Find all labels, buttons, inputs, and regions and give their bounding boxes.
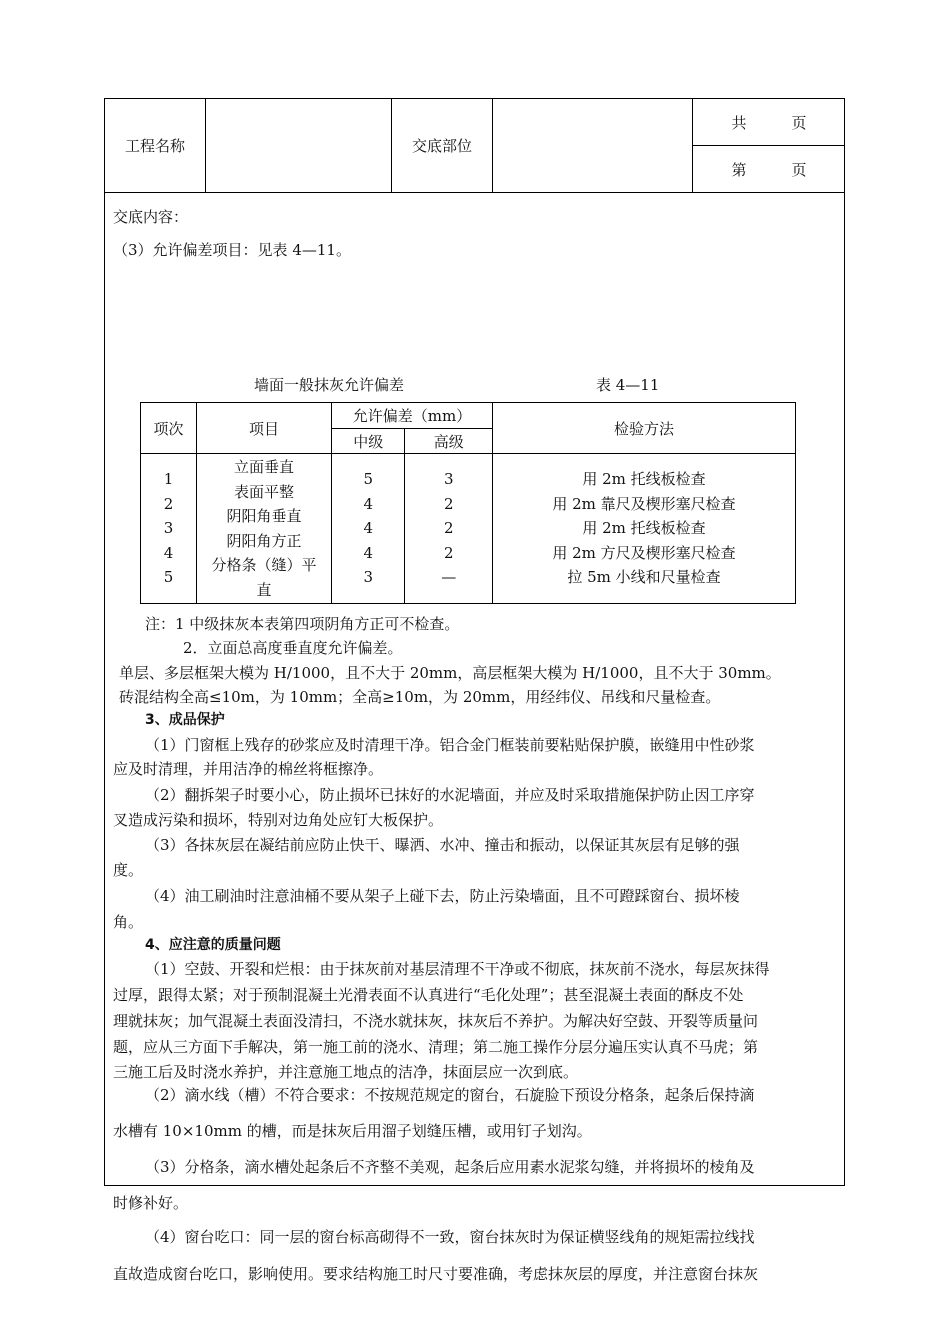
sec4-line: 时修补好。 (113, 1194, 189, 1212)
sec3-line: （2）翻拆架子时要小心，防止损坏已抹好的水泥墙面，并应及时采取措施保护防止因工序穿 (145, 786, 755, 804)
section4-title: 4、应注意的质量问题 (145, 937, 281, 953)
row-item: 立面垂直 (233, 458, 294, 476)
row-no: 3 (163, 519, 174, 538)
col-no: 项次 (141, 403, 197, 454)
sec3-line: （4）油工刷油时注意油桶不要从架子上碰下去，防止污染墙面，且不可蹬踩窗台、损坏棱 (145, 887, 740, 905)
row-item: 表面平整 (233, 482, 294, 501)
item3-title: （3）允许偏差项目：见表 4—11。 (113, 241, 351, 259)
row-high: 2 (443, 519, 454, 538)
row-mid: 3 (363, 568, 373, 587)
row-method: 用 2m 托线板检查 (582, 519, 706, 538)
sec4-line: 过厚，跟得太紧；对于预制混凝土光滑表面不认真进行“毛化处理”；甚至混凝土表面的酥皮不处 (113, 986, 744, 1004)
sec4-line: 直故造成窗台吃口，影响使用。要求结构施工时尺寸要准确，考虑抹灰层的厚度，并注意窗台抹灰 (113, 1265, 759, 1283)
row-mid: 5 (363, 470, 373, 489)
row-high: 3 (443, 470, 454, 489)
sec4-line: 题，应从三方面下手解决，第一施工前的浇水、清理；第二施工操作分层分遍压实认真不马虎；第 (113, 1038, 759, 1056)
row-high: — (441, 568, 457, 587)
total-pages (693, 99, 845, 146)
sec4-line: （4）窗台吃口：同一层的窗台标高砌得不一致，窗台抹灰时为保证横竖线角的规矩需拉线找 (145, 1228, 755, 1246)
sec4-line: （3）分格条，滴水槽处起条后不齐整不美观，起条后应用素水泥浆勾缝，并将损坏的棱角及 (145, 1158, 755, 1176)
sec4-line: 水槽有 10×10mm 的槽，而是抹灰后用溜子划缝压槽，或用钉子划沟。 (113, 1122, 592, 1140)
sec3-line: （1）门窗框上残存的砂浆应及时清理干净。铝合金门框装前要粘贴保护膜，嵌缝用中性砂浆 (145, 736, 755, 754)
col-mid: 中级 (332, 429, 405, 454)
location-label: 交底部位 (411, 137, 472, 155)
row-mid: 4 (363, 543, 373, 562)
sec4-line: （1）空鼓、开裂和烂根：由于抹灰前对基层清理不干净或不彻底，抹灰前不浇水，每层灰抹得 (145, 960, 770, 978)
row-item: 阴阳角垂直 (226, 507, 302, 525)
sec3-line: 应及时清理，并用洁净的棉丝将框擦净。 (113, 760, 384, 778)
col-high: 高级 (405, 429, 493, 454)
note-line: 单层、多层框架大模为 H/1000，且不大于 20mm，高层框架大模为 H/1000，且不大于 30mm。 (119, 664, 781, 682)
location-value[interactable] (493, 99, 692, 192)
sec4-line: 三施工后及时浇水养护，并注意施工地点的洁净，抹面层应一次到底。 (113, 1063, 579, 1081)
row-item: 阴阳角方正 (226, 531, 302, 550)
sec3-line: 叉造成污染和损坏，特别对边角处应钉大板保护。 (113, 811, 444, 829)
note-line: 注：1 中级抹灰本表第四项阴角方正可不检查。 (145, 615, 460, 633)
form-header (105, 99, 844, 193)
project-name-value[interactable] (206, 99, 391, 192)
table-caption: 墙面一般抹灰允许偏差 (254, 376, 405, 394)
row-method: 用 2m 方尺及楔形塞尺检查 (552, 543, 736, 562)
sec3-line: 角。 (113, 913, 144, 931)
row-high: 2 (443, 494, 454, 513)
content-label: 交底内容： (113, 208, 189, 226)
sec3-line: （3）各抹灰层在凝结前应防止快干、曝洒、水冲、撞击和振动，以保证其灰层有足够的强 (145, 836, 740, 854)
row-method: 用 2m 靠尺及楔形塞尺检查 (552, 494, 736, 513)
col-item: 项目 (197, 403, 332, 454)
row-items (197, 454, 332, 604)
section3-title: 3、成品保护 (145, 712, 225, 728)
row-methods (493, 454, 796, 604)
row-no: 2 (163, 494, 174, 513)
col-method: 检验方法 (493, 403, 796, 454)
row-high: 2 (443, 543, 454, 562)
row-no: 4 (163, 543, 174, 562)
table-number: 表 4—11 (596, 376, 660, 394)
page-number (693, 146, 845, 192)
row-no: 1 (163, 470, 174, 489)
sec4-line: 理就抹灰；加气混凝土表面没清扫，不浇水就抹灰，抹灰后不养护。为解决好空鼓、开裂等质量问 (113, 1012, 759, 1030)
note-line: 砖混结构全高≤10m，为 10mm；全高≥10m，为 20mm，用经纬仪、吊线和尺量检查。 (119, 688, 721, 706)
row-no: 5 (163, 568, 174, 587)
row-item: 分格条（缝）平 (211, 556, 317, 574)
sec4-line: （2）滴水线（槽）不符合要求：不按规范规定的窗台，石旋脸下预设分格条，起条后保持滴 (145, 1086, 755, 1104)
page-number-text: 第 页 (731, 160, 807, 179)
project-name-label: 工程名称 (124, 137, 185, 155)
sec3-line: 度。 (113, 861, 144, 879)
row-mid: 4 (363, 494, 373, 513)
row-highs (405, 454, 493, 604)
row-method: 拉 5m 小线和尺量检查 (567, 568, 721, 587)
row-mids (332, 454, 405, 604)
disclosure-form (104, 98, 845, 1283)
col-tolerance: 允许偏差（mm） (332, 403, 493, 429)
tolerance-table (140, 402, 796, 604)
row-numbers (141, 454, 197, 604)
note-line: 2．立面总高度垂直度允许偏差。 (183, 639, 403, 657)
row-method: 用 2m 托线板检查 (582, 470, 706, 489)
row-item: 直 (256, 580, 272, 599)
row-mid: 4 (363, 519, 373, 538)
total-pages-text: 共 页 (731, 113, 807, 132)
